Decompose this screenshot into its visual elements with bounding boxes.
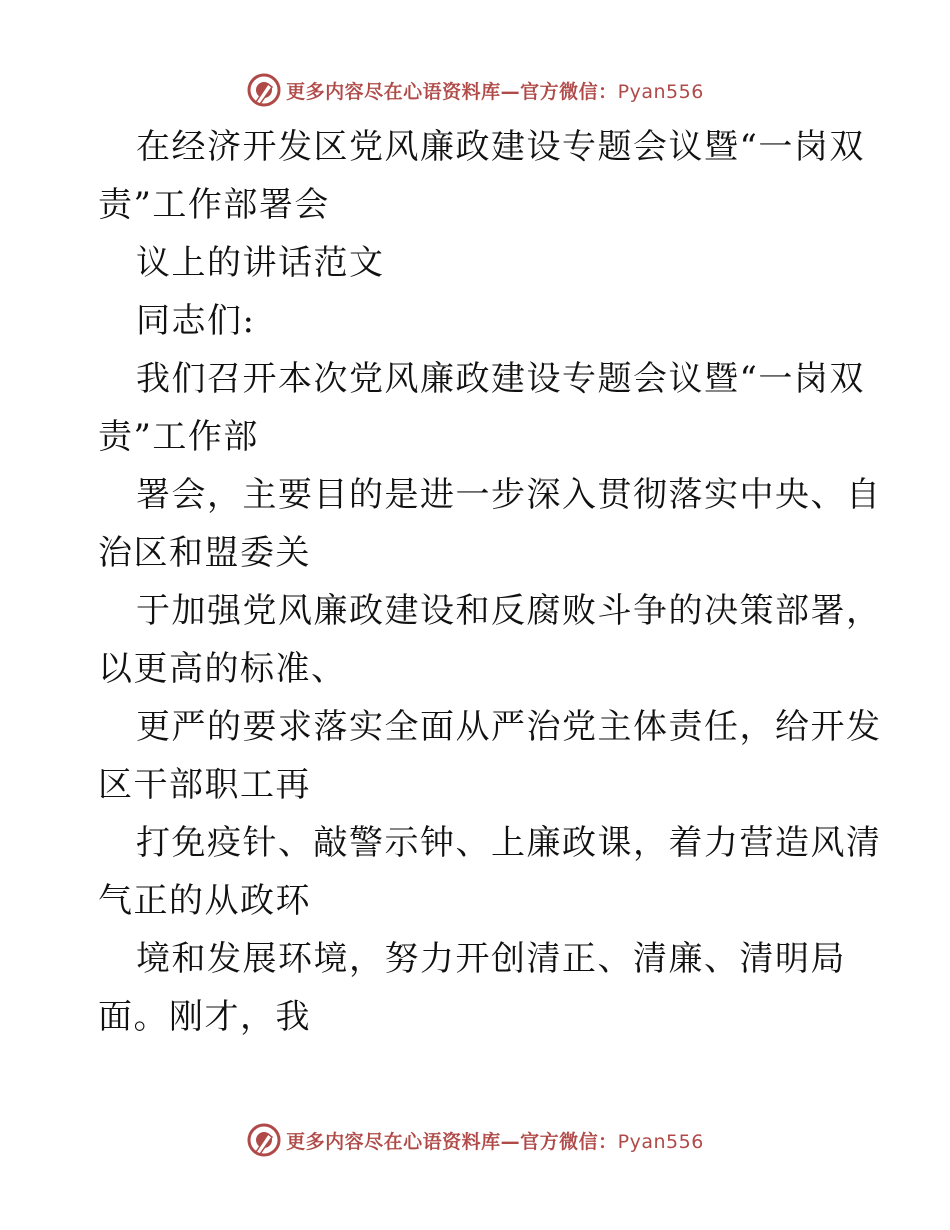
paragraph: 境和发展环境，努力开创清正、清廉、清明局 面。刚才，我 — [98, 939, 846, 1037]
footer-watermark — [0, 1120, 950, 1160]
document-body — [98, 118, 882, 1046]
paragraph: 议上的讲话范文 — [136, 243, 385, 283]
paragraph: 更严的要求落实全面从严治党主体责任，给开发 区干部职工再 — [98, 707, 882, 805]
paragraph: 署会，主要目的是进一步深入贯彻落实中央、自 治区和盟委关 — [98, 475, 882, 573]
watermark-text: 更多内容尽在心语资料库—官方微信：Pyan556 — [286, 80, 704, 103]
pen-logo-icon — [246, 72, 282, 108]
paragraph: 于加强党风廉政建设和反腐败斗争的决策部署， 以更高的标准、 — [98, 591, 882, 689]
paragraph: 同志们: — [136, 301, 256, 341]
header-watermark — [0, 70, 950, 110]
watermark-text: 更多内容尽在心语资料库—官方微信：Pyan556 — [286, 1130, 704, 1153]
paragraph: 我们召开本次党风廉政建设专题会议暨“一岗双 责”工作部 — [98, 359, 865, 457]
paragraph: 打免疫针、敲警示钟、上廉政课，着力营造风清 气正的从政环 — [98, 823, 882, 921]
paragraph: 在经济开发区党风廉政建设专题会议暨“一岗双 责”工作部署会 — [98, 127, 865, 225]
pen-logo-icon — [246, 1122, 282, 1158]
